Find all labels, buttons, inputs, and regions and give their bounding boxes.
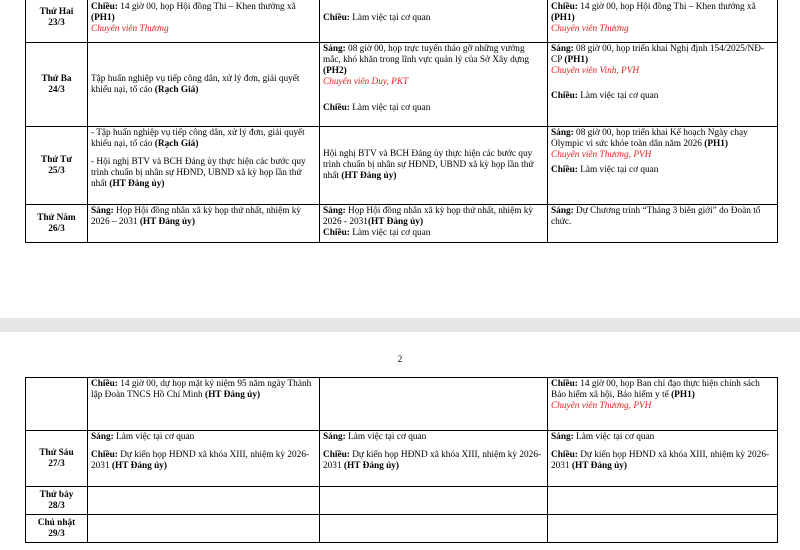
location-label: (HT Đảng ủy) [341, 171, 397, 181]
session-label: Sáng: [551, 44, 574, 54]
session-label: Sáng: [91, 206, 114, 216]
location-label: (HT Đảng ủy) [109, 179, 165, 189]
staff-note: Chuyên viên Thương [551, 24, 629, 34]
schedule-cell [88, 127, 320, 205]
schedule-table-page-2 [25, 377, 778, 543]
session-text: Làm việc tại cơ quan [349, 103, 431, 113]
schedule-cell [548, 487, 778, 515]
table-row [26, 487, 778, 515]
location-label: (HT Đảng ủy) [343, 461, 400, 471]
session-text: Làm việc tại cơ quan [573, 432, 655, 442]
schedule-cell [320, 127, 548, 205]
location-label: (HT Đảng ủy) [571, 461, 628, 471]
location-label: (Rạch Giá) [154, 139, 199, 149]
room-label: (PH1) [91, 13, 115, 23]
session-label: Chiều: [323, 13, 350, 23]
day-date: 23/3 [48, 17, 65, 28]
schedule-cell [320, 378, 548, 431]
location-label: (HT Đảng ủy) [367, 217, 424, 227]
session-label: Sáng: [551, 128, 574, 138]
session-text: Dự kiến họp HĐND xã khóa XIII, nhiệm kỳ 2026-2031 [551, 450, 770, 471]
day-cell [26, 43, 88, 127]
day-name: Thứ Năm [37, 212, 76, 223]
session-label: Sáng: [551, 432, 574, 442]
session-label: Chiều: [91, 379, 118, 389]
day-date: 25/3 [48, 165, 65, 176]
session-text: Dự Chương trình “Tháng 3 biên giới” do Đoàn tổ chức. [551, 206, 761, 227]
session-text: 14 giờ 00, dự họp mặt kỷ niệm 95 năm ngày Thành lập Đoàn TNCS Hồ Chí Minh [91, 379, 312, 400]
session-text: Làm việc tại cơ quan [345, 432, 427, 442]
session-text: 14 giờ 00, họp Ban chỉ đạo thực hiện chính sách Bảo hiểm xã hội, Bảo hiểm y tế [551, 379, 760, 400]
schedule-cell [88, 431, 320, 487]
session-text: Làm việc tại cơ quan [349, 228, 431, 238]
schedule-cell [548, 515, 778, 543]
location-label: (HT Đảng ủy) [139, 217, 195, 227]
session-label: Chiều: [91, 2, 118, 12]
session-label: Chiều: [551, 450, 578, 460]
table-row [26, 515, 778, 543]
session-text: Làm việc tại cơ quan [577, 165, 659, 175]
day-cell [26, 127, 88, 205]
day-cell [26, 487, 88, 515]
session-label: Sáng: [323, 206, 346, 216]
day-cell [26, 205, 88, 243]
staff-note: Chuyên viên Thương [91, 24, 169, 34]
session-text: Hội nghị BTV và BCH Đảng ủy thực hiện các bước quy trình chuẩn bị nhân sự HĐND, UBND xã kỳ họp lần thứ nhất [323, 149, 534, 181]
staff-note: Chuyên viên Vinh, PVH [551, 66, 640, 76]
day-name: Chủ nhật [37, 517, 76, 528]
session-text: 14 giờ 00, họp Hội đồng Thi – Khen thưởng xã [117, 2, 296, 12]
day-name: Thứ Ba [41, 73, 72, 84]
schedule-cell [88, 515, 320, 543]
room-label: (PH1) [551, 13, 575, 23]
table-row [26, 378, 778, 431]
schedule-cell [320, 515, 548, 543]
session-text: Tập huấn nghiệp vụ tiếp công dân, xử lý đơn, giải quyết khiếu nại, tố cáo [91, 73, 300, 95]
day-date: 26/3 [48, 223, 65, 234]
table-row [26, 0, 778, 43]
session-text: Làm việc tại cơ quan [113, 432, 195, 442]
schedule-cell [548, 127, 778, 205]
session-text: Dự kiến họp HĐND xã khóa XIII, nhiệm kỳ 2026-2031 [323, 450, 542, 471]
day-date: 24/3 [48, 84, 65, 95]
schedule-table-page-1 [25, 0, 778, 243]
table-row [26, 431, 778, 487]
session-label: Chiều: [323, 450, 350, 460]
room-label: (PH1) [564, 55, 589, 65]
day-name: Thứ Tư [41, 154, 72, 165]
day-cell [26, 378, 88, 431]
day-date: 28/3 [48, 500, 65, 511]
schedule-cell [320, 205, 548, 243]
day-date: 27/3 [48, 458, 65, 469]
schedule-cell [88, 487, 320, 515]
session-label: Chiều: [551, 91, 578, 101]
schedule-cell [320, 431, 548, 487]
day-cell [26, 431, 88, 487]
table-row [26, 43, 778, 127]
schedule-cell [88, 378, 320, 431]
session-text: 08 giờ 00, họp triển khai Kế hoạch Ngày chạy Olympic vì sức khỏe toàn dân năm 2026 [551, 128, 748, 149]
day-cell [26, 0, 88, 43]
document-page-2 [0, 332, 800, 550]
day-name: Thứ bảy [39, 489, 74, 500]
day-name: Thứ Hai [39, 6, 74, 17]
session-text: Làm việc tại cơ quan [577, 91, 659, 101]
session-text: Họp Hội đồng nhân xã kỳ họp thứ nhất, nhiệm kỳ 2026 - 2031 [323, 206, 534, 227]
session-text: 08 giờ 00, họp trực tuyến tháo gỡ những vướng mắc, khó khăn trong lĩnh vực quản lý của Sở Xây dựng [323, 44, 530, 65]
staff-note: Chuyên viên Thương, PVH [551, 150, 652, 160]
session-label: Sáng: [323, 44, 346, 54]
schedule-cell [548, 205, 778, 243]
day-date: 29/3 [48, 528, 65, 539]
session-text: Dự kiến họp HĐND xã khóa XIII, nhiệm kỳ 2026-2031 [91, 450, 310, 471]
session-label: Chiều: [551, 165, 578, 175]
session-text: - Tập huấn nghiệp vụ tiếp công dân, xử lý đơn, giải quyết khiếu nại, tố cáo [91, 128, 305, 149]
session-label: Chiều: [91, 450, 118, 460]
table-row [26, 127, 778, 205]
schedule-cell [320, 487, 548, 515]
location-label: (Rạch Giá) [154, 84, 199, 95]
session-text: 08 giờ 00, họp triển khai Nghị định 154/2025/NĐ-CP [551, 44, 765, 65]
schedule-cell [548, 378, 778, 431]
schedule-cell [320, 0, 548, 43]
room-label: (PH1) [704, 139, 729, 149]
page-number: 2 [397, 354, 403, 364]
room-label: (PH1) [671, 390, 695, 400]
page-separator [0, 318, 800, 332]
location-label: (HT Đảng ủy) [111, 461, 168, 471]
day-cell [26, 515, 88, 543]
schedule-cell [88, 0, 320, 43]
staff-note: Chuyên viên Duy, PKT [323, 77, 409, 87]
session-text: Làm việc tại cơ quan [349, 13, 431, 23]
day-name: Thứ Sáu [39, 447, 74, 458]
session-label: Sáng: [91, 432, 114, 442]
session-label: Chiều: [551, 379, 578, 389]
session-label: Sáng: [323, 432, 346, 442]
schedule-cell [88, 43, 320, 127]
schedule-cell [88, 205, 320, 243]
session-label: Chiều: [323, 228, 350, 238]
staff-note: Chuyên viên Thương, PVH [551, 401, 652, 411]
location-label: (HT Đảng ủy) [204, 390, 261, 400]
schedule-cell [548, 43, 778, 127]
room-label: (PH2) [323, 66, 347, 76]
schedule-cell [320, 43, 548, 127]
session-label: Chiều: [323, 103, 350, 113]
schedule-cell [548, 0, 778, 43]
session-label: Sáng: [551, 206, 574, 216]
session-text: - Hội nghị BTV và BCH Đảng ủy thực hiện các bước quy trình chuẩn bị nhân sự HĐND, UBND xã kỳ họp lần thứ nhất [91, 157, 306, 189]
table-row [26, 205, 778, 243]
session-label: Chiều: [551, 2, 578, 12]
schedule-cell [548, 431, 778, 487]
session-text: Họp Hội đồng nhân xã kỳ họp thứ nhất, nhiệm kỳ 2026 – 2031 [91, 206, 302, 227]
session-text: 14 giờ 00, họp Hội đồng Thi – Khen thưởng xã [577, 2, 756, 12]
